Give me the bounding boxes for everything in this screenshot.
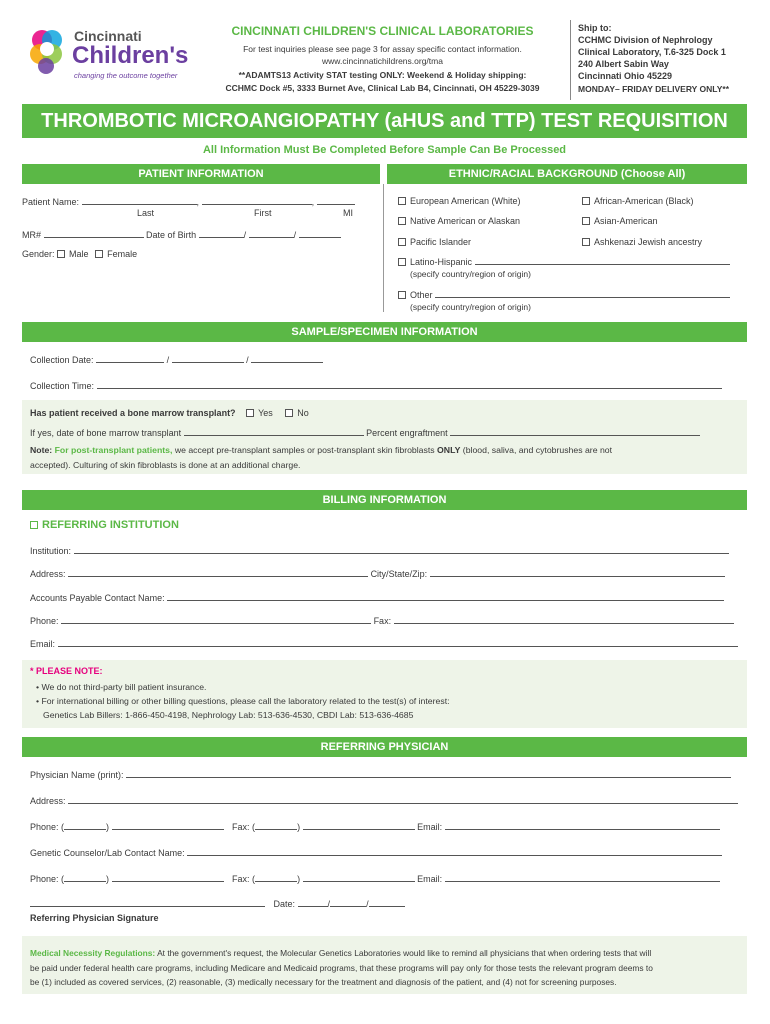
ship-to-line: 240 Albert Sabin Way [578,59,669,69]
collection-date-row: Collection Date: / / [30,354,740,365]
dob-day-field[interactable] [249,229,294,238]
ethnic-label: Native American or Alaskan [410,216,521,226]
signature-day-field[interactable] [330,898,366,907]
note-line-1 [30,445,740,455]
last-caption: Last [137,208,155,218]
ethnic-option[interactable] [582,196,694,206]
form-subtitle: All Information Must Be Completed Before Sample Can Be Processed [202,144,567,156]
billing-heading: BILLING INFORMATION [22,490,747,510]
mr-field[interactable] [44,229,144,238]
signature-field[interactable] [30,898,265,907]
bmt-date-field[interactable] [184,427,364,436]
cincinnati-childrens-logo [22,22,197,82]
note-green: For post-transplant patients, [54,445,173,455]
ethnic-option[interactable] [398,237,471,247]
male-checkbox[interactable] [57,250,65,258]
medical-necessity-text [30,946,740,990]
collection-month-field[interactable] [96,354,164,363]
ap-contact-label: Accounts Payable Contact Name: [30,593,165,603]
gender-row [22,249,137,259]
bmt-date-row [30,427,740,438]
collection-time-field[interactable] [97,380,722,389]
counselor-phone-field[interactable] [112,873,224,882]
physician-name-field[interactable] [126,769,731,778]
collection-date-label: Collection Date: [30,355,94,365]
bmt-no-label: No [297,408,309,418]
city-label: City/State/Zip: [370,569,428,579]
physician-phone-row: Phone: ( ) Fax: ( ) Email: [30,821,740,832]
note-line-2: accepted). Culturing of skin fibroblasts is done at an additional charge. [30,460,301,470]
address-label: Address: [30,569,66,579]
note-text-1: we accept pre-transplant samples or post-transplant skin fibroblasts [174,445,435,455]
address-row [30,568,740,579]
ethnic-label: Asian-American [594,216,658,226]
ship-to-block [578,22,726,82]
patient-info-heading: PATIENT INFORMATION [22,164,380,184]
ethnic-option[interactable] [582,237,702,247]
adamts-line-1: **ADAMTS13 Activity STAT testing ONLY: Weekend & Holiday shipping: [238,70,527,80]
ethnic-label: Ashkenazi Jewish ancestry [594,237,703,247]
email-field[interactable] [58,638,738,647]
bmt-question: Has patient received a bone marrow transplant? [30,408,236,418]
logo-word-cincinnati: Cincinnati [74,28,142,44]
billing-bullet: • For international billing or other billing questions, please call the laboratory related to the test(s) of interest: [36,696,450,706]
physician-phone-label: Phone: ( [30,822,65,832]
patient-name-label: Patient Name: [22,197,80,207]
ethnic-checkbox[interactable] [398,238,406,246]
dob-year-field[interactable] [299,229,341,238]
other-origin-field[interactable] [435,289,730,298]
bmt-date-label: If yes, date of bone marrow transplant [30,428,182,438]
ship-to-line: CCHMC Division of Nephrology [578,35,713,45]
dob-label: Date of Birth [146,230,197,240]
adamts-line-2: CCHMC Dock #5, 3333 Burnet Ave, Clinical Lab B4, Cincinnati, OH 45229-3039 [225,83,540,93]
counselor-email-label: Email: [417,874,443,884]
billing-bullet-text: For international billing or other billing questions, please call the laboratory related to the test(s) of interest: [41,696,450,706]
ethnic-label: Pacific Islander [410,237,472,247]
form-title: THROMBOTIC MICROANGIOPATHY (aHUS and TTP) TEST REQUISITION [22,104,747,138]
collection-year-field[interactable] [251,354,323,363]
signature-month-field[interactable] [298,898,328,907]
physician-address-field[interactable] [68,795,738,804]
logo-tagline: changing the outcome together [74,71,178,80]
sample-heading: SAMPLE/SPECIMEN INFORMATION [22,322,747,342]
signature-row: Date: / / [30,898,740,909]
physician-name-row [30,769,740,780]
ship-to-line: Clinical Laboratory, T.6-325 Dock 1 [578,47,726,57]
patient-first-name-field[interactable] [202,196,312,205]
engraftment-field[interactable] [450,427,700,436]
collection-time-label: Collection Time: [30,381,95,391]
note-label: Note: [30,445,53,455]
ethnic-heading: ETHNIC/RACIAL BACKGROUND (Choose All) [387,164,747,184]
ethnic-option[interactable] [398,196,521,206]
latino-checkbox[interactable] [398,258,406,266]
counselor-area-code-field[interactable] [64,873,106,882]
other-option[interactable] [398,289,730,300]
physician-address-label: Address: [30,796,66,806]
counselor-fax-field[interactable] [303,873,415,882]
physician-email-label: Email: [417,822,443,832]
phone-label: Phone: [30,616,59,626]
physician-fax-field[interactable] [303,821,415,830]
logo-mark-icon [22,22,72,78]
billing-bullet-text: We do not third-party bill patient insurance. [41,682,207,692]
ethnic-checkbox[interactable] [398,197,406,205]
signature-date-label: Date: [273,899,296,909]
gender-label: Gender: [22,249,55,259]
ethnic-label: European American (White) [410,196,521,206]
mr-label: MR# [22,230,42,240]
phone-fax-row [30,615,740,626]
medical-text: be paid under federal health care programs, including Medicare and Medicaid programs, that these programs will pay only for those tests the relevant program deems to [30,962,653,973]
note-text-2: (blood, saliva, and cytobrushes are not [462,445,613,455]
ethnic-checkbox[interactable] [582,217,590,225]
physician-area-code-field[interactable] [64,821,106,830]
physician-email-field[interactable] [445,821,720,830]
counselor-row [30,847,740,858]
latino-label: Latino-Hispanic [410,257,473,267]
fax-field[interactable] [394,615,734,624]
ethnic-option[interactable] [398,216,520,226]
counselor-fax-area-field[interactable] [255,873,297,882]
referring-institution-heading [30,519,179,531]
medical-text: At the government's request, the Molecular Genetics Laboratories would like to remind all physicians that when ordering tests that will [157,948,652,958]
billers-line: Genetics Lab Billers: 1-866-450-4198, Nephrology Lab: 513-636-4530, CBDI Lab: 513-636-4685 [43,710,414,720]
fax-label: Fax: [373,616,392,626]
ethnic-checkbox[interactable] [398,217,406,225]
bmt-question-row [30,408,740,418]
ethnic-checkbox[interactable] [582,238,590,246]
signature-year-field[interactable] [369,898,405,907]
counselor-email-field[interactable] [445,873,720,882]
other-note: (specify country/region of origin) [410,302,531,312]
institution-label: Institution: [30,546,72,556]
email-label: Email: [30,639,56,649]
counselor-fax-label: Fax: ( [232,874,256,884]
physician-fax-label: Fax: ( [232,822,256,832]
institution-row [30,545,740,556]
medical-text: be (1) included as covered services, (2) reasonable, (3) medically necessary for the treatment and diagnosis of the patient, and (4) not for screening purposes. [30,977,617,987]
lab-title: CINCINNATI CHILDREN'S CLINICAL LABORATORIES [231,24,534,38]
bmt-yes-checkbox[interactable] [246,409,254,417]
other-label: Other [410,290,433,300]
physician-heading: REFERRING PHYSICIAN [22,737,747,757]
ethnic-label: African-American (Black) [594,196,694,206]
patient-last-name-field[interactable] [82,196,197,205]
female-label: Female [107,249,138,259]
billing-bullet: • We do not third-party bill patient insurance. [36,682,207,692]
delivery-note: MONDAY– FRIDAY DELIVERY ONLY** [578,84,729,94]
male-label: Male [69,249,89,259]
counselor-field[interactable] [187,847,722,856]
physician-fax-area-field[interactable] [255,821,297,830]
dob-month-field[interactable] [199,229,244,238]
latino-note: (specify country/region of origin) [410,269,531,279]
physician-address-row [30,795,740,806]
address-field[interactable] [68,568,368,577]
bmt-yes-label: Yes [258,408,273,418]
please-note: * PLEASE NOTE: [30,666,103,676]
referring-institution-checkbox[interactable] [30,521,38,529]
ap-contact-field[interactable] [167,592,724,601]
institution-field[interactable] [74,545,729,554]
counselor-phone-label: Phone: ( [30,874,65,884]
logo-word-childrens: Children's [72,42,189,69]
note-only: ONLY [437,445,461,455]
phone-field[interactable] [61,615,371,624]
other-checkbox[interactable] [398,291,406,299]
column-divider [383,184,384,312]
counselor-phone-row: Phone: ( ) Fax: ( ) Email: [30,873,740,884]
inquiry-line-2: www.cincinnatichildrens.org/tma [322,56,443,66]
female-checkbox[interactable] [95,250,103,258]
mi-caption: MI [343,208,353,218]
bmt-no-checkbox[interactable] [285,409,293,417]
city-field[interactable] [430,568,725,577]
patient-mi-field[interactable] [317,196,355,205]
ship-to-line: Cincinnati Ohio 45229 [578,71,673,81]
ap-contact-row [30,592,740,603]
ship-to-label: Ship to: [578,23,612,33]
latino-option[interactable] [398,256,730,267]
mr-dob-row: MR# Date of Birth / / [22,229,341,240]
collection-day-field[interactable] [172,354,244,363]
physician-phone-field[interactable] [112,821,224,830]
signature-caption: Referring Physician Signature [30,913,159,923]
patient-name-row: Patient Name: , , [22,196,355,207]
first-caption: First [254,208,272,218]
email-row [30,638,740,649]
collection-time-row [30,380,740,391]
inquiry-line-1: For test inquiries please see page 3 for assay specific contact information. [243,44,522,54]
header-divider [570,20,571,100]
engraftment-label: Percent engraftment [366,428,448,438]
counselor-label: Genetic Counselor/Lab Contact Name: [30,848,185,858]
medical-label: Medical Necessity Regulations: [30,948,156,958]
ethnic-checkbox[interactable] [582,197,590,205]
physician-name-label: Physician Name (print): [30,770,124,780]
latino-origin-field[interactable] [475,256,730,265]
ethnic-option[interactable] [582,216,658,226]
referring-institution-label: REFERRING INSTITUTION [42,519,179,531]
